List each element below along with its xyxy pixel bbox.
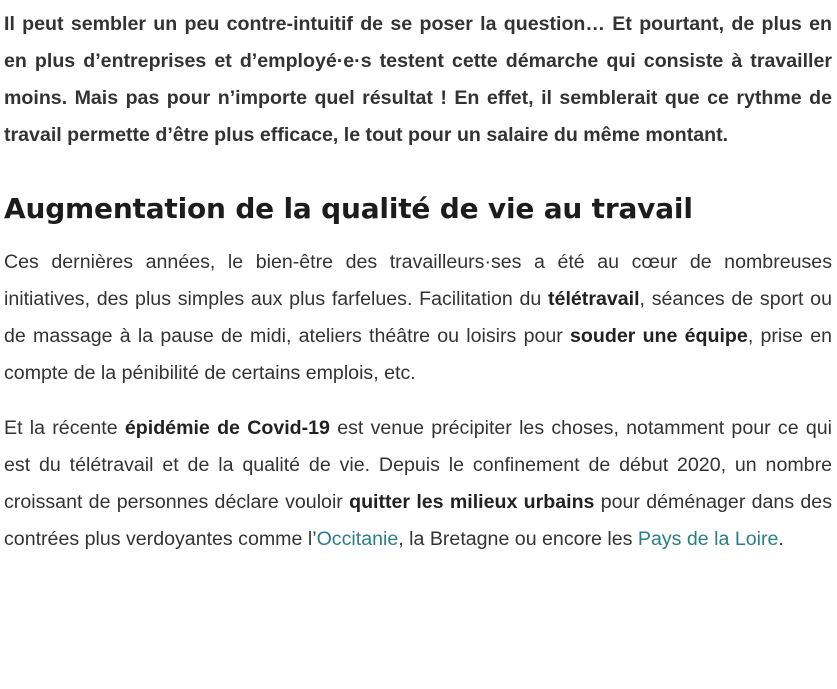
- section-heading: Augmentation de la qualité de vie au travail: [4, 192, 693, 225]
- intro-paragraph: Il peut sembler un peu contre-intuitif de se poser la question… Et pourtant, de plus en en plus d’entreprises et d’employé·e·s testent cette démarche qui consiste à travailler moins. Mais pas pour n’importe quel résultat ! En effet, il semblerait que ce rythme de travail permette d’être plus efficace, le tout pour un salaire du même montant.: [4, 13, 832, 146]
- paragraph-text: pour déménager dans des contrées plus verdoyantes comme l’: [4, 491, 832, 550]
- bold-quitter-milieux-urbains: quitter les milieux urbains: [349, 491, 595, 513]
- paragraph-covid: [4, 410, 832, 558]
- link-pays-de-la-loire[interactable]: Pays de la Loire: [637, 528, 779, 550]
- bold-souder-equipe: souder une équipe: [570, 325, 748, 347]
- article-body: [4, 0, 832, 558]
- paragraph-text: Et la récente: [4, 417, 125, 439]
- link-occitanie[interactable]: Occitanie: [316, 528, 399, 550]
- paragraph-text: .: [778, 528, 784, 550]
- paragraph-text: Ces dernières années, le bien-être des travailleurs·ses a été au cœur de nombreuses initiatives, des plus simples aux plus farfelues. Facilitation du: [4, 251, 832, 310]
- paragraph-text: , séances de sport ou de massage à la pause de midi, ateliers théâtre ou loisirs pour: [4, 288, 832, 347]
- bold-covid: épidémie de Covid-19: [124, 417, 330, 439]
- paragraph-wellbeing: [4, 244, 832, 392]
- paragraph-text: est venue précipiter les choses, notamment pour ce qui est du télétravail et de la qualité de vie. Depuis le confinement de début 2020, un nombre croissant de personnes déclare vouloir: [4, 417, 832, 513]
- bold-teletravail: télétravail: [548, 288, 640, 310]
- paragraph-text: , prise en compte de la pénibilité de certains emplois, etc.: [4, 325, 832, 384]
- paragraph-text: , la Bretagne ou encore les: [398, 528, 638, 550]
